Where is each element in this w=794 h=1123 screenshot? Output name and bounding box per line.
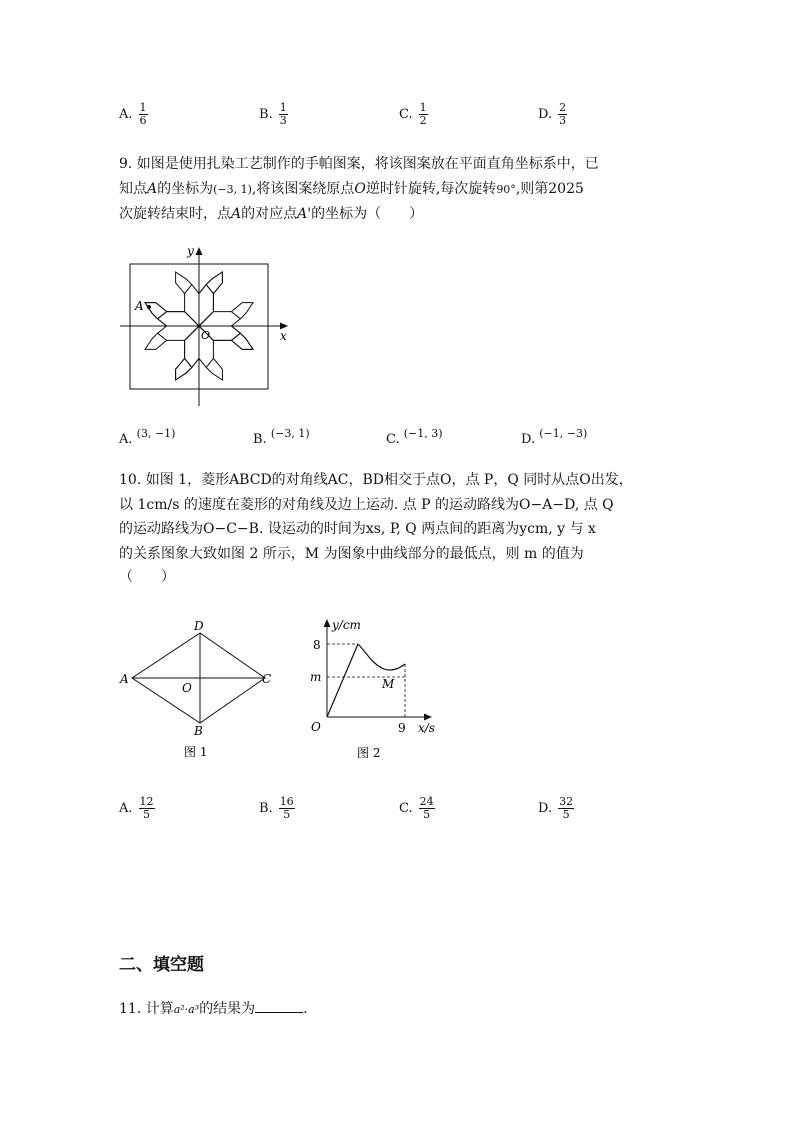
expression: a²·a³ [173, 1003, 200, 1016]
point-o: O [354, 181, 366, 197]
point-a: A [147, 181, 158, 197]
flower-petal [199, 312, 240, 326]
vertex-a-label: A [120, 672, 129, 686]
vertex-b-label: B [194, 724, 203, 738]
flower-petal [185, 326, 199, 367]
origin-label: O [311, 720, 321, 734]
linear-segment [327, 644, 358, 717]
option-label: D. [538, 801, 553, 816]
option-label: A. [119, 801, 133, 816]
flower-petal [158, 312, 199, 326]
q10-line-3: 的运动路线为O−C−B. 设运动的时间为xs, P, Q 两点间的距离为ycm, y 与 x [119, 521, 596, 537]
option-value: (−1, 3) [403, 427, 443, 440]
text: 次旋转结束时，点 [119, 206, 231, 222]
flower-petal [176, 272, 192, 294]
q11-line [119, 998, 308, 1020]
option-label: D. [521, 432, 536, 447]
option-label: A. [119, 107, 133, 122]
x-tick-9: 9 [398, 721, 406, 735]
y-axis-arrow [324, 619, 331, 627]
flower-petal [176, 358, 192, 380]
text: 的结果为 [199, 1001, 256, 1017]
fraction-numerator: 32 [559, 795, 574, 808]
curve-segment [358, 644, 405, 670]
y-tick-8: 8 [313, 638, 321, 652]
text: 的对应点 [241, 206, 298, 222]
fraction [139, 102, 148, 127]
q10-line-1: 10. 如图 1，菱形ABCD的对角线AC，BD相交于点O，点 P，Q 同时从点O出发， [119, 472, 633, 488]
flower-petal [206, 272, 222, 294]
fraction-denominator: 3 [279, 114, 287, 127]
text: 逆时针旋转,每次旋转 [365, 181, 497, 197]
q8-option-b[interactable] [259, 102, 288, 127]
fraction [139, 796, 155, 821]
fraction-numerator: 16 [279, 795, 294, 808]
option-label: D. [538, 107, 553, 122]
flower-petal [145, 333, 167, 349]
text: ,则第2025 [515, 181, 584, 197]
option-label: B. [253, 432, 267, 447]
figure-1-caption: 图 1 [184, 745, 208, 759]
point-a: A [231, 206, 242, 222]
coordinate: (−3, 1) [213, 183, 252, 196]
q10-figure-2-graph [300, 612, 450, 762]
q10-option-b[interactable] [259, 796, 295, 821]
x-axis-label: x/s [418, 721, 435, 735]
center-o-label: O [182, 681, 192, 695]
x-axis-label: x [280, 329, 287, 343]
fraction-numerator: 12 [139, 795, 154, 808]
fraction-denominator: 5 [143, 808, 151, 821]
q10-option-c[interactable] [399, 796, 435, 821]
option-label: A. [119, 432, 133, 447]
flower-petal [158, 326, 199, 340]
flower-petal [145, 303, 167, 319]
fraction [279, 102, 288, 127]
fraction-numerator: 1 [279, 101, 287, 114]
q10-figure-1-rhombus [112, 615, 282, 765]
option-label: C. [399, 801, 413, 816]
q9-line-3 [119, 204, 423, 224]
option-label: C. [386, 432, 400, 447]
text: ,将该图案绕原点 [251, 181, 355, 197]
fraction-denominator: 2 [419, 114, 427, 127]
fraction-denominator: 5 [562, 808, 570, 821]
q8-option-c[interactable] [399, 102, 428, 127]
option-label: C. [399, 107, 413, 122]
point-m-label: M [382, 677, 395, 691]
q9-line-1: 9. 如图是使用扎染工艺制作的手帕图案，将该图案放在平面直角坐标系中，已 [119, 156, 599, 172]
text: 的坐标为（ ） [311, 206, 424, 222]
q9-option-d[interactable] [521, 427, 588, 447]
option-label: B. [259, 107, 273, 122]
section-2-heading: 二、填空题 [119, 955, 204, 975]
q9-option-a[interactable] [119, 427, 176, 447]
text: . [303, 1001, 308, 1017]
text: 知点 [119, 181, 147, 197]
point-a-prime: A' [297, 206, 312, 222]
angle: 90° [496, 183, 516, 196]
fraction-numerator: 24 [419, 795, 434, 808]
flower-petal [206, 358, 222, 380]
fraction-numerator: 1 [419, 101, 427, 114]
fraction [419, 796, 435, 821]
flower-petal [199, 285, 213, 326]
fraction [558, 102, 567, 127]
q10-line-2: 以 1cm/s 的速度在菱形的对角线及边上运动. 点 P 的运动路线为O−A−D, 点 Q [119, 497, 614, 513]
flower-petal [231, 333, 253, 349]
fraction [279, 796, 295, 821]
q8-option-d[interactable] [538, 102, 567, 127]
answer-blank[interactable] [255, 998, 303, 1013]
q10-option-d[interactable] [538, 796, 574, 821]
q8-option-a[interactable] [119, 102, 148, 127]
point-a-label: A [135, 299, 144, 313]
option-value: (3, −1) [136, 427, 176, 440]
origin-label: O [201, 329, 211, 342]
fraction-numerator: 1 [139, 101, 147, 114]
option-value: (−1, −3) [539, 427, 588, 440]
y-axis-label: y/cm [332, 618, 361, 632]
y-tick-m: m [310, 670, 322, 684]
q10-line-5: （ ） [119, 569, 175, 585]
y-axis-label: y [187, 244, 194, 258]
fraction-denominator: 3 [559, 114, 567, 127]
flower-petal [185, 285, 199, 326]
fraction-denominator: 5 [283, 808, 291, 821]
text: 11. 计算 [119, 1001, 174, 1017]
q9-handkerchief-figure [118, 240, 293, 408]
option-value: (−3, 1) [270, 427, 310, 440]
y-axis-arrow [196, 247, 203, 255]
fraction-denominator: 6 [139, 114, 147, 127]
fraction-denominator: 5 [423, 808, 431, 821]
x-axis-arrow [424, 714, 432, 721]
flower-petal [231, 303, 253, 319]
q10-line-4: 的关系图象大致如图 2 所示，M 为图象中曲线部分的最低点，则 m 的值为 [119, 546, 584, 562]
fraction-numerator: 2 [559, 101, 567, 114]
vertex-c-label: C [262, 672, 272, 686]
q9-line-2 [119, 179, 584, 200]
q10-option-a[interactable] [119, 796, 155, 821]
q9-option-c[interactable] [386, 427, 443, 447]
q9-option-b[interactable] [253, 427, 310, 447]
text: 的坐标为 [157, 181, 214, 197]
figure-2-caption: 图 2 [357, 746, 381, 760]
vertex-d-label: D [194, 619, 204, 633]
fraction [558, 796, 574, 821]
option-label: B. [259, 801, 273, 816]
fraction [419, 102, 428, 127]
